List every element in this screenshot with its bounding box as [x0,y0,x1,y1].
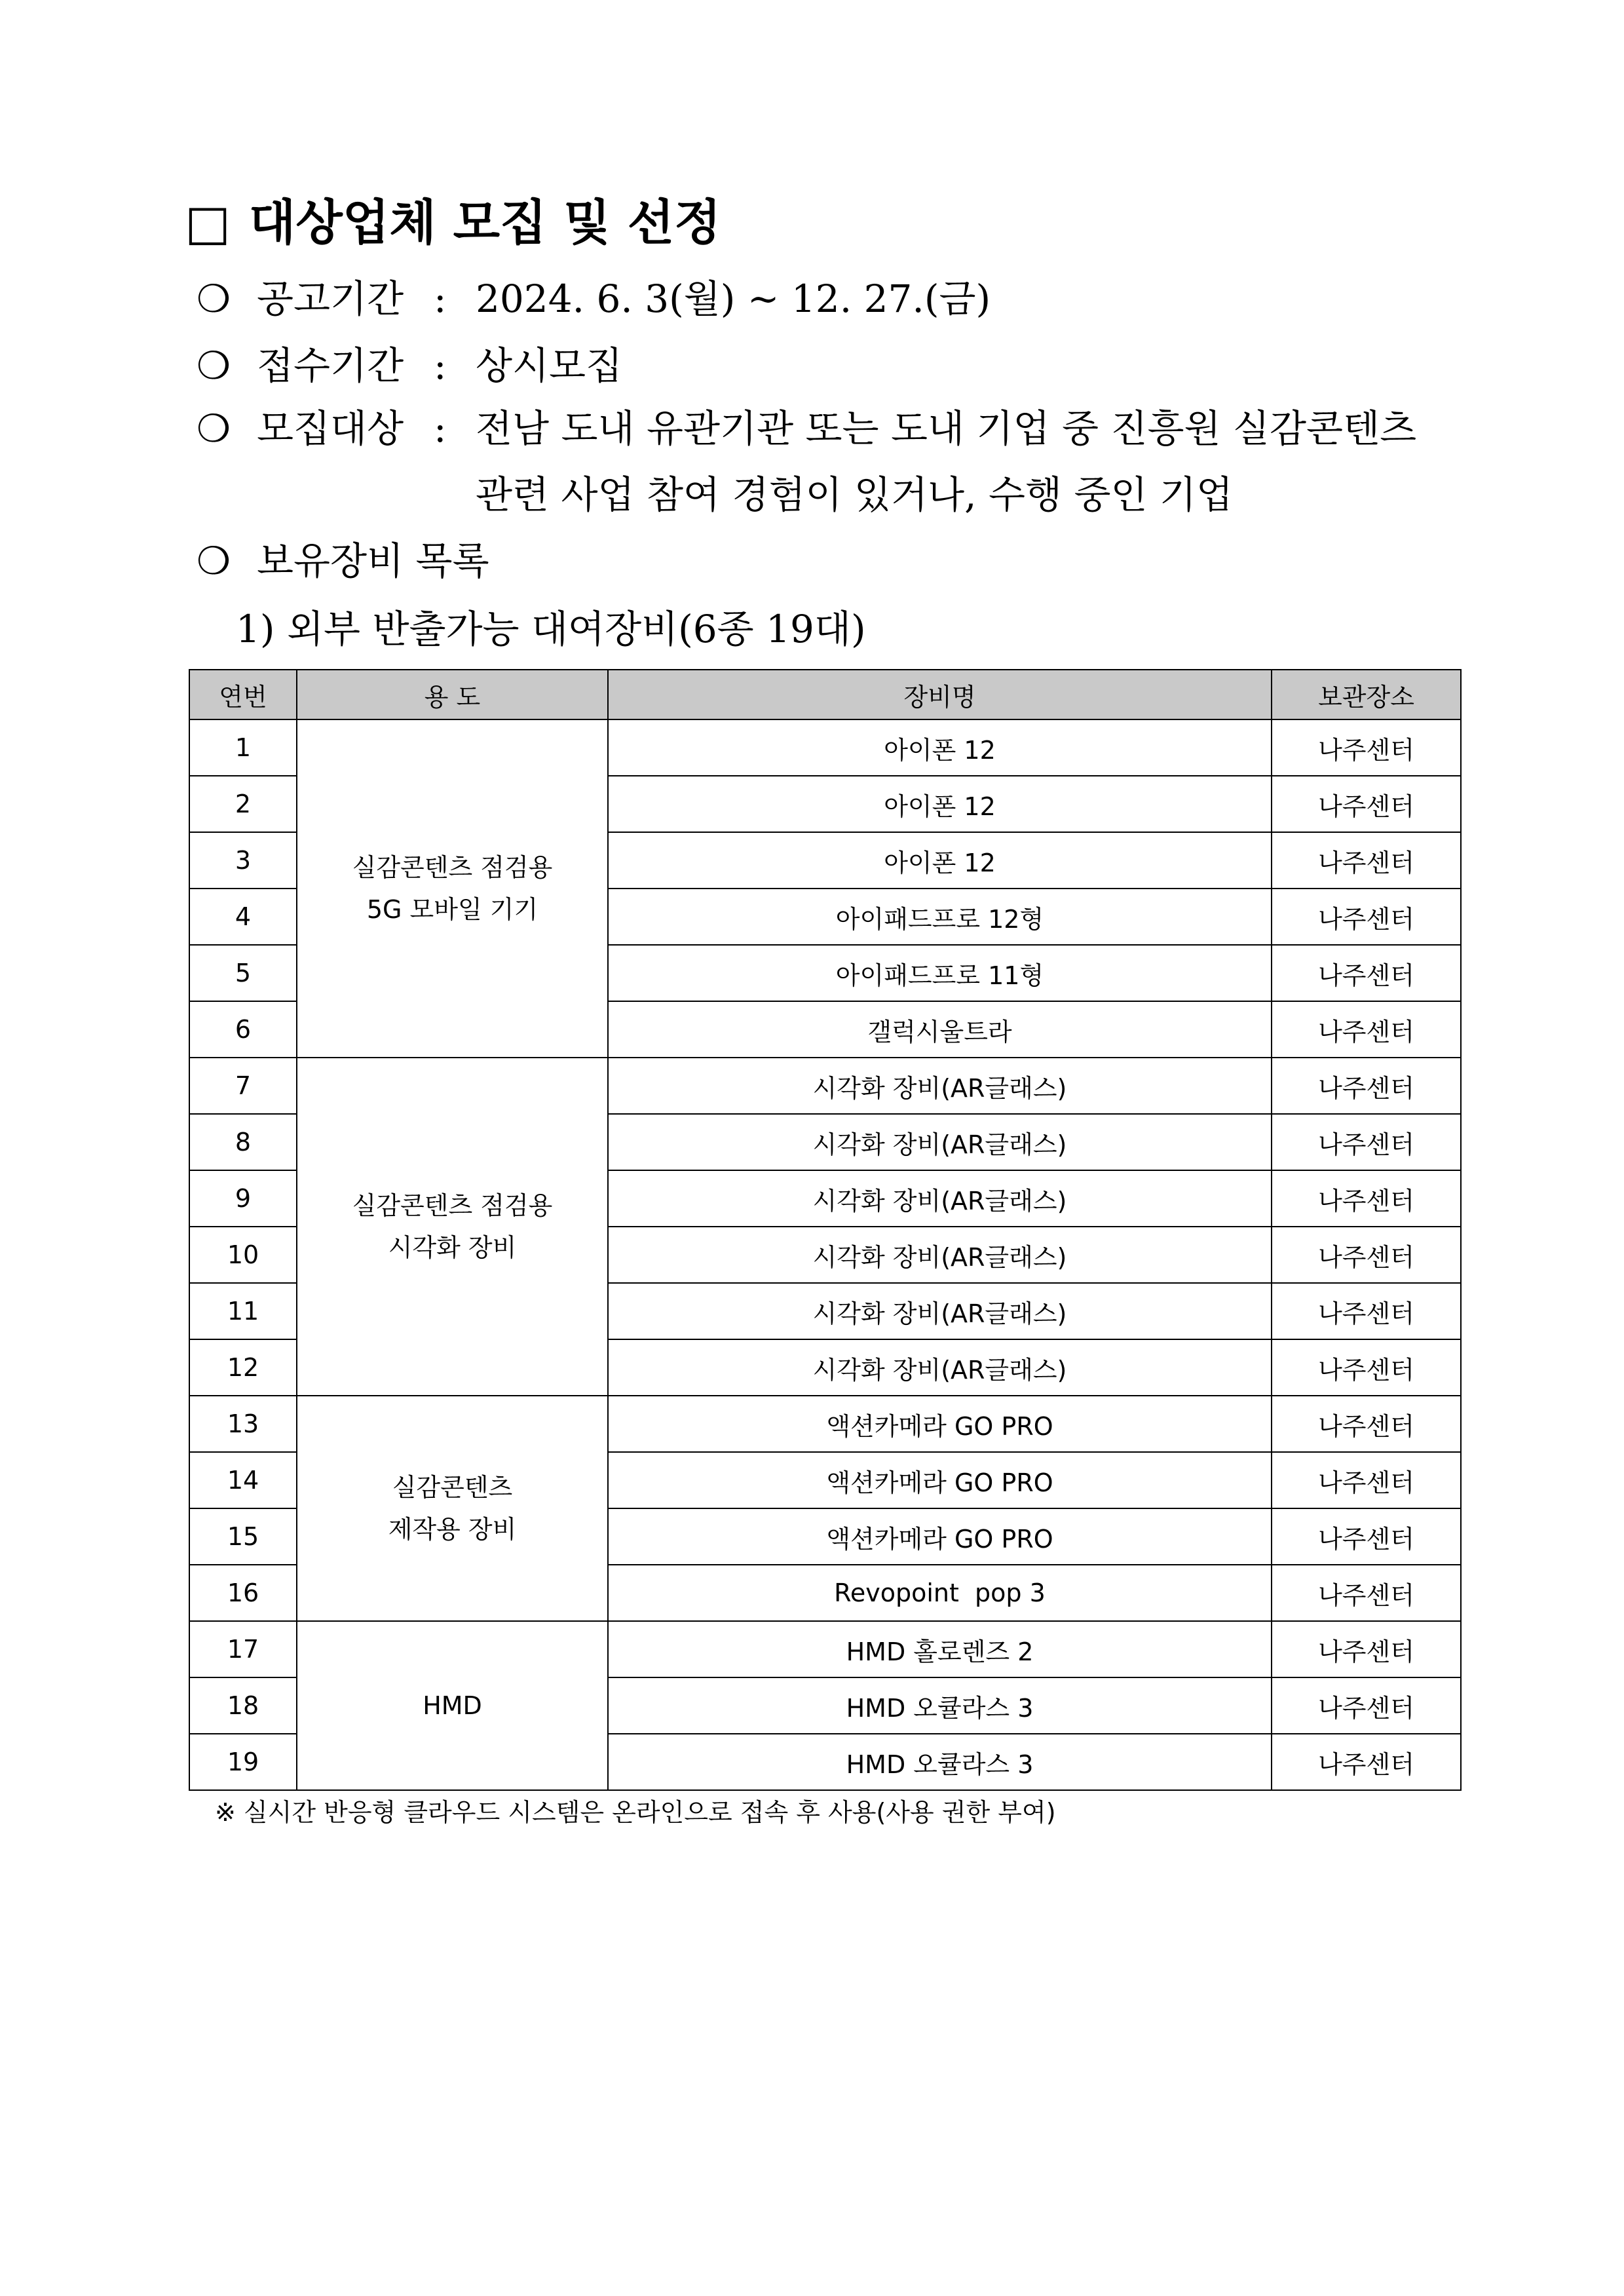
cell-equipment-name: 아이폰 12 [608,719,1272,776]
subheading: 1) 외부 반출가능 대여장비(6종 19대) [236,607,866,651]
cell-no: 11 [189,1283,297,1339]
cell-equipment-name: 시각화 장비(AR글래스) [608,1114,1272,1170]
purpose-line: 5G 모바일 기기 [366,895,538,924]
circle-bullet-icon: ❍ [197,277,231,321]
purpose-line: 실감콘텐츠 점검용 [352,853,553,882]
table-row [189,719,1461,776]
section-title-text: 대상업체 모집 및 선정 [248,195,721,251]
cell-equipment-name: 시각화 장비(AR글래스) [608,1170,1272,1227]
bullet-label: 공고기간 [257,277,404,321]
cell-no: 16 [189,1565,297,1621]
cell-location: 나주센터 [1272,1734,1461,1790]
cell-equipment-name: HMD 오큘라스 3 [608,1734,1272,1790]
bullet-value: 2024. 6. 3(월) ~ 12. 27.(금) [476,277,991,321]
cell-location: 나주센터 [1272,1227,1461,1283]
cell-location: 나주센터 [1272,1452,1461,1508]
cell-purpose [297,1058,608,1396]
circle-bullet-icon: ❍ [197,539,231,583]
circle-bullet-icon: ❍ [197,343,231,388]
bullet-label: 접수기간 [257,343,404,388]
table-row [189,1058,1461,1114]
table-header-row [189,670,1461,719]
header-equipment-name: 장비명 [608,670,1272,719]
cell-equipment-name: 시각화 장비(AR글래스) [608,1339,1272,1396]
table-body [189,719,1461,1790]
cell-no: 7 [189,1058,297,1114]
bullet-label: 보유장비 목록 [257,539,489,583]
purpose-line: 제작용 장비 [388,1515,517,1544]
cell-equipment-name: 시각화 장비(AR글래스) [608,1283,1272,1339]
bullet-colon: : [434,406,447,451]
cell-location: 나주센터 [1272,719,1461,776]
cell-location: 나주센터 [1272,1001,1461,1058]
cell-location: 나주센터 [1272,1565,1461,1621]
purpose-line: 실감콘텐츠 점검용 [352,1191,553,1220]
cell-no: 4 [189,889,297,945]
bullet-value: 상시모집 [476,343,623,388]
cell-location: 나주센터 [1272,832,1461,889]
purpose-line: 시각화 장비 [388,1233,517,1262]
cell-equipment-name: 액션카메라 GO PRO [608,1508,1272,1565]
cell-equipment-name: 아이폰 12 [608,776,1272,832]
cell-purpose [297,1621,608,1790]
cell-no: 19 [189,1734,297,1790]
cell-location: 나주센터 [1272,1058,1461,1114]
cell-no: 15 [189,1508,297,1565]
cell-location: 나주센터 [1272,1339,1461,1396]
bullet-continuation: 관련 사업 참여 경험이 있거나, 수행 중인 기업 [476,472,1233,517]
bullet-colon: : [434,343,447,388]
header-no: 연번 [189,670,297,719]
cell-location: 나주센터 [1272,1621,1461,1677]
circle-bullet-icon: ❍ [197,406,231,451]
bullet-value: 전남 도내 유관기관 또는 도내 기업 중 진흥원 실감콘텐츠 [476,406,1417,451]
bullet-label: 모집대상 [257,406,404,451]
cell-no: 12 [189,1339,297,1396]
bullet-application-period [197,339,622,392]
cell-location: 나주센터 [1272,1114,1461,1170]
cell-no: 1 [189,719,297,776]
cell-no: 3 [189,832,297,889]
cell-purpose [297,1396,608,1621]
purpose-line: HMD [423,1691,482,1720]
cell-equipment-name: 아이폰 12 [608,832,1272,889]
bullet-colon: : [434,277,447,321]
cell-location: 나주센터 [1272,1170,1461,1227]
cell-no: 8 [189,1114,297,1170]
equipment-table [189,669,1462,1791]
header-purpose: 용 도 [297,670,608,719]
header-location: 보관장소 [1272,670,1461,719]
cell-no: 17 [189,1621,297,1677]
cell-equipment-name: HMD 홀로렌즈 2 [608,1621,1272,1677]
bullet-equipment-list [197,535,489,587]
cell-equipment-name: Revopoint pop 3 [608,1565,1272,1621]
cell-equipment-name: 액션카메라 GO PRO [608,1396,1272,1452]
cell-equipment-name: 아이패드프로 12형 [608,889,1272,945]
cell-equipment-name: 시각화 장비(AR글래스) [608,1227,1272,1283]
cell-equipment-name: HMD 오큘라스 3 [608,1677,1272,1734]
cell-no: 10 [189,1227,297,1283]
cell-purpose [297,719,608,1058]
cell-location: 나주센터 [1272,1508,1461,1565]
cell-equipment-name: 아이패드프로 11형 [608,945,1272,1001]
cell-no: 9 [189,1170,297,1227]
cell-no: 2 [189,776,297,832]
cell-equipment-name: 시각화 장비(AR글래스) [608,1058,1272,1114]
bullet-recruitment-target [197,402,1416,455]
table-row [189,1396,1461,1452]
purpose-line: 실감콘텐츠 [392,1473,513,1502]
section-box-icon: □ [185,195,231,251]
footnote: ※ 실시간 반응형 클라우드 시스템은 온라인으로 접속 후 사용(사용 권한 부여) [215,1798,1056,1827]
cell-no: 5 [189,945,297,1001]
cell-no: 6 [189,1001,297,1058]
bullet-announcement-period [197,273,991,325]
cell-location: 나주센터 [1272,1283,1461,1339]
section-title [185,190,721,256]
cell-equipment-name: 갤럭시울트라 [608,1001,1272,1058]
table-row [189,1621,1461,1677]
cell-location: 나주센터 [1272,1396,1461,1452]
cell-equipment-name: 액션카메라 GO PRO [608,1452,1272,1508]
cell-location: 나주센터 [1272,1677,1461,1734]
cell-location: 나주센터 [1272,945,1461,1001]
cell-no: 14 [189,1452,297,1508]
cell-no: 13 [189,1396,297,1452]
cell-location: 나주센터 [1272,889,1461,945]
cell-location: 나주센터 [1272,776,1461,832]
cell-no: 18 [189,1677,297,1734]
